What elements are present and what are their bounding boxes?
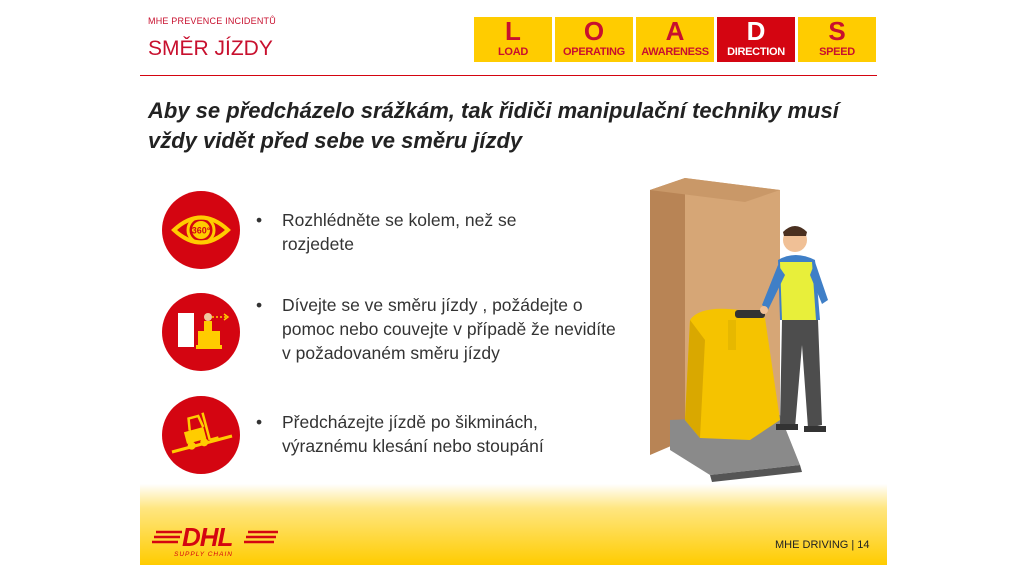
tile-word: OPERATING — [563, 46, 625, 58]
dhl-logo-subtext: SUPPLY CHAIN — [174, 551, 233, 558]
bullet-dot: • — [256, 412, 263, 432]
bullet-dot: • — [256, 295, 263, 315]
section-kicker: MHE PREVENCE INCIDENTŮ — [148, 16, 276, 26]
tile-letter: D — [746, 16, 766, 46]
headline: Aby se předcházelo srážkám, tak řidiči manipulační techniky musí vždy vidět před sebe ve směru jízdy — [148, 98, 839, 153]
eye-360-icon — [162, 191, 240, 269]
page-title: SMĚR JÍZDY — [148, 37, 273, 60]
bullet-item — [256, 293, 626, 365]
tile-letter: L — [505, 16, 521, 46]
bullet-text: Dívejte se ve směru jízdy , požádejte o pomoc nebo couvejte v případě že nevidíte v požadovaném směru jízdy — [282, 295, 616, 363]
bullet-dot: • — [256, 210, 263, 230]
loads-tile-operating — [555, 17, 633, 62]
tile-letter: O — [583, 16, 605, 46]
tile-letter: A — [665, 16, 685, 46]
obstructed-view-icon — [162, 293, 240, 371]
bullet-item — [256, 410, 586, 458]
tile-word: DIRECTION — [727, 46, 785, 58]
icon-360-text: 360° — [191, 225, 211, 236]
loads-tile-load — [474, 17, 552, 62]
dhl-logo-text: DHL — [182, 522, 233, 552]
loads-nav — [474, 17, 876, 62]
loads-tile-speed — [798, 17, 876, 62]
pallet-truck-operator-illustration — [630, 170, 850, 490]
tile-word: LOAD — [498, 46, 528, 58]
loads-tile-awareness — [636, 17, 714, 62]
tile-word: SPEED — [819, 46, 855, 58]
bullet-item — [256, 208, 556, 256]
loads-tile-direction — [717, 17, 795, 62]
header-divider — [140, 75, 877, 76]
page-number-label: MHE DRIVING | 14 — [775, 539, 870, 551]
tile-word: AWARENESS — [641, 46, 709, 58]
dhl-logo — [152, 518, 282, 560]
forklift-slope-icon — [162, 396, 240, 474]
tile-letter: S — [828, 16, 846, 46]
bullet-text: Rozhlédněte se kolem, než se rozjedete — [282, 210, 517, 254]
bullet-text: Předcházejte jízdě po šikminách, výraznému klesání nebo stoupání — [282, 412, 544, 456]
